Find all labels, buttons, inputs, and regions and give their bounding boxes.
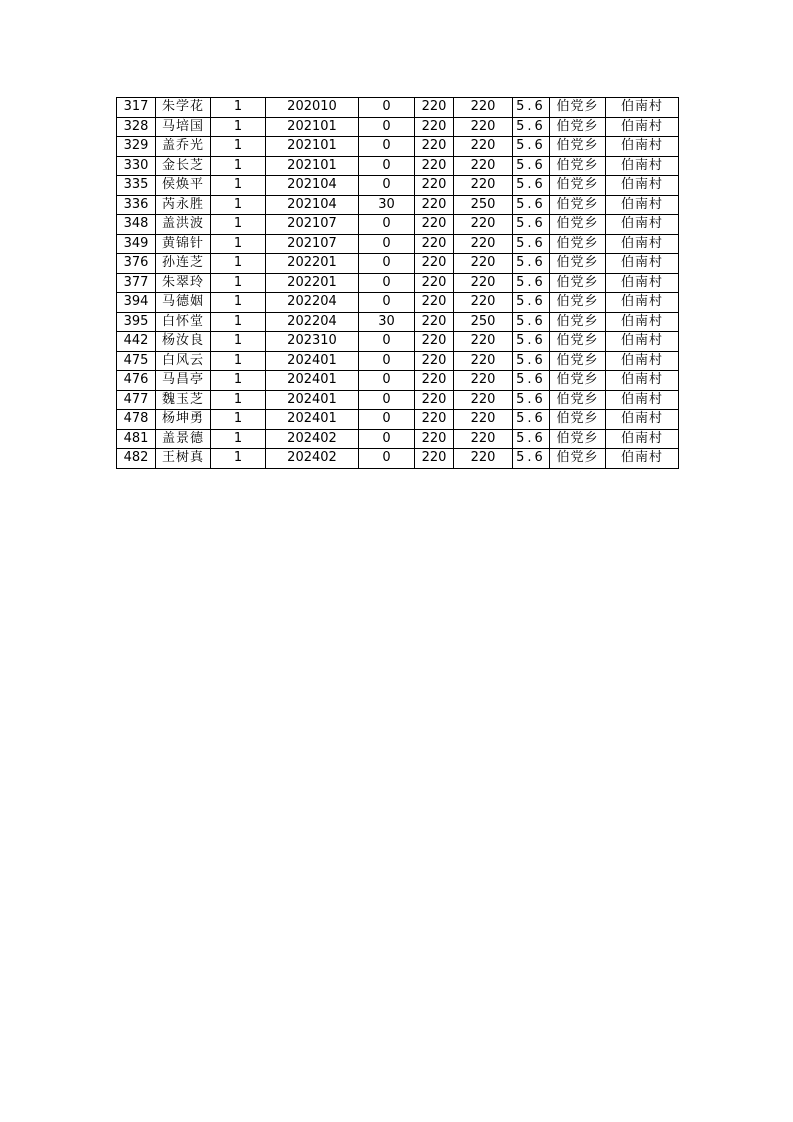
household-count-cell: 1 xyxy=(211,449,266,469)
start-month-cell: 202401 xyxy=(266,410,359,430)
record-number-cell: 348 xyxy=(117,215,156,235)
base-amount-cell: 220 xyxy=(415,215,454,235)
village-name-cell: 伯南村 xyxy=(606,156,679,176)
person-name-cell: 侯焕平 xyxy=(156,176,211,196)
record-number-cell: 328 xyxy=(117,117,156,137)
total-amount-cell: 220 xyxy=(454,390,513,410)
rate-value-cell: 5.6 xyxy=(513,429,550,449)
total-amount-cell: 220 xyxy=(454,234,513,254)
household-count-cell: 1 xyxy=(211,137,266,157)
table-row xyxy=(117,293,679,313)
record-number-cell: 329 xyxy=(117,137,156,157)
rate-value-cell: 5.6 xyxy=(513,449,550,469)
start-month-cell: 202401 xyxy=(266,390,359,410)
person-name-cell: 盖洪波 xyxy=(156,215,211,235)
base-amount-cell: 220 xyxy=(415,195,454,215)
record-number-cell: 317 xyxy=(117,98,156,118)
rate-value-cell: 5.6 xyxy=(513,215,550,235)
start-month-cell: 202310 xyxy=(266,332,359,352)
table-row xyxy=(117,234,679,254)
record-number-cell: 477 xyxy=(117,390,156,410)
township-name-cell: 伯党乡 xyxy=(550,410,606,430)
extra-amount-cell: 0 xyxy=(359,176,415,196)
record-number-cell: 475 xyxy=(117,351,156,371)
base-amount-cell: 220 xyxy=(415,98,454,118)
record-number-cell: 377 xyxy=(117,273,156,293)
extra-amount-cell: 0 xyxy=(359,254,415,274)
household-count-cell: 1 xyxy=(211,351,266,371)
table-row xyxy=(117,390,679,410)
total-amount-cell: 220 xyxy=(454,215,513,235)
record-number-cell: 394 xyxy=(117,293,156,313)
start-month-cell: 202010 xyxy=(266,98,359,118)
rate-value-cell: 5.6 xyxy=(513,156,550,176)
total-amount-cell: 220 xyxy=(454,156,513,176)
extra-amount-cell: 0 xyxy=(359,429,415,449)
household-count-cell: 1 xyxy=(211,293,266,313)
village-name-cell: 伯南村 xyxy=(606,293,679,313)
rate-value-cell: 5.6 xyxy=(513,332,550,352)
village-name-cell: 伯南村 xyxy=(606,312,679,332)
village-name-cell: 伯南村 xyxy=(606,390,679,410)
rate-value-cell: 5.6 xyxy=(513,312,550,332)
extra-amount-cell: 0 xyxy=(359,234,415,254)
extra-amount-cell: 0 xyxy=(359,293,415,313)
start-month-cell: 202101 xyxy=(266,117,359,137)
total-amount-cell: 220 xyxy=(454,254,513,274)
village-name-cell: 伯南村 xyxy=(606,332,679,352)
base-amount-cell: 220 xyxy=(415,449,454,469)
total-amount-cell: 250 xyxy=(454,312,513,332)
total-amount-cell: 220 xyxy=(454,98,513,118)
base-amount-cell: 220 xyxy=(415,429,454,449)
start-month-cell: 202402 xyxy=(266,449,359,469)
village-name-cell: 伯南村 xyxy=(606,351,679,371)
household-count-cell: 1 xyxy=(211,371,266,391)
township-name-cell: 伯党乡 xyxy=(550,176,606,196)
person-name-cell: 马德姻 xyxy=(156,293,211,313)
extra-amount-cell: 0 xyxy=(359,273,415,293)
base-amount-cell: 220 xyxy=(415,156,454,176)
table-row xyxy=(117,371,679,391)
rate-value-cell: 5.6 xyxy=(513,98,550,118)
household-count-cell: 1 xyxy=(211,332,266,352)
township-name-cell: 伯党乡 xyxy=(550,312,606,332)
village-name-cell: 伯南村 xyxy=(606,137,679,157)
record-number-cell: 482 xyxy=(117,449,156,469)
village-name-cell: 伯南村 xyxy=(606,215,679,235)
household-count-cell: 1 xyxy=(211,98,266,118)
rate-value-cell: 5.6 xyxy=(513,234,550,254)
household-count-cell: 1 xyxy=(211,234,266,254)
base-amount-cell: 220 xyxy=(415,410,454,430)
table-row xyxy=(117,273,679,293)
table-row xyxy=(117,195,679,215)
total-amount-cell: 220 xyxy=(454,273,513,293)
table-row xyxy=(117,312,679,332)
person-name-cell: 杨汝良 xyxy=(156,332,211,352)
township-name-cell: 伯党乡 xyxy=(550,137,606,157)
base-amount-cell: 220 xyxy=(415,293,454,313)
rate-value-cell: 5.6 xyxy=(513,254,550,274)
person-name-cell: 盖乔光 xyxy=(156,137,211,157)
total-amount-cell: 220 xyxy=(454,137,513,157)
base-amount-cell: 220 xyxy=(415,117,454,137)
rate-value-cell: 5.6 xyxy=(513,273,550,293)
extra-amount-cell: 0 xyxy=(359,449,415,469)
rate-value-cell: 5.6 xyxy=(513,176,550,196)
table-row xyxy=(117,215,679,235)
extra-amount-cell: 30 xyxy=(359,312,415,332)
extra-amount-cell: 0 xyxy=(359,215,415,235)
base-amount-cell: 220 xyxy=(415,137,454,157)
total-amount-cell: 220 xyxy=(454,176,513,196)
record-number-cell: 476 xyxy=(117,371,156,391)
township-name-cell: 伯党乡 xyxy=(550,332,606,352)
start-month-cell: 202101 xyxy=(266,156,359,176)
start-month-cell: 202107 xyxy=(266,234,359,254)
household-count-cell: 1 xyxy=(211,176,266,196)
village-name-cell: 伯南村 xyxy=(606,410,679,430)
extra-amount-cell: 0 xyxy=(359,351,415,371)
base-amount-cell: 220 xyxy=(415,332,454,352)
person-name-cell: 白怀堂 xyxy=(156,312,211,332)
village-name-cell: 伯南村 xyxy=(606,429,679,449)
total-amount-cell: 220 xyxy=(454,429,513,449)
person-name-cell: 黄锦针 xyxy=(156,234,211,254)
table-row xyxy=(117,429,679,449)
record-number-cell: 336 xyxy=(117,195,156,215)
start-month-cell: 202104 xyxy=(266,176,359,196)
total-amount-cell: 220 xyxy=(454,351,513,371)
table-row xyxy=(117,351,679,371)
person-name-cell: 朱学花 xyxy=(156,98,211,118)
person-name-cell: 芮永胜 xyxy=(156,195,211,215)
table-row xyxy=(117,117,679,137)
village-name-cell: 伯南村 xyxy=(606,98,679,118)
base-amount-cell: 220 xyxy=(415,254,454,274)
start-month-cell: 202201 xyxy=(266,254,359,274)
village-name-cell: 伯南村 xyxy=(606,254,679,274)
rate-value-cell: 5.6 xyxy=(513,371,550,391)
extra-amount-cell: 0 xyxy=(359,371,415,391)
table-row xyxy=(117,254,679,274)
person-name-cell: 孙连芝 xyxy=(156,254,211,274)
village-name-cell: 伯南村 xyxy=(606,117,679,137)
record-number-cell: 395 xyxy=(117,312,156,332)
household-count-cell: 1 xyxy=(211,410,266,430)
household-count-cell: 1 xyxy=(211,390,266,410)
table-row xyxy=(117,156,679,176)
table-row xyxy=(117,137,679,157)
person-name-cell: 魏玉芝 xyxy=(156,390,211,410)
person-name-cell: 金长芝 xyxy=(156,156,211,176)
table-row xyxy=(117,449,679,469)
household-count-cell: 1 xyxy=(211,215,266,235)
township-name-cell: 伯党乡 xyxy=(550,273,606,293)
extra-amount-cell: 0 xyxy=(359,137,415,157)
total-amount-cell: 220 xyxy=(454,449,513,469)
base-amount-cell: 220 xyxy=(415,351,454,371)
township-name-cell: 伯党乡 xyxy=(550,351,606,371)
person-name-cell: 白风云 xyxy=(156,351,211,371)
extra-amount-cell: 0 xyxy=(359,390,415,410)
rate-value-cell: 5.6 xyxy=(513,390,550,410)
township-name-cell: 伯党乡 xyxy=(550,254,606,274)
start-month-cell: 202201 xyxy=(266,273,359,293)
record-number-cell: 349 xyxy=(117,234,156,254)
record-number-cell: 481 xyxy=(117,429,156,449)
person-name-cell: 马昌亭 xyxy=(156,371,211,391)
base-amount-cell: 220 xyxy=(415,273,454,293)
table-row xyxy=(117,98,679,118)
total-amount-cell: 220 xyxy=(454,332,513,352)
beneficiary-table xyxy=(116,97,679,469)
base-amount-cell: 220 xyxy=(415,234,454,254)
township-name-cell: 伯党乡 xyxy=(550,234,606,254)
extra-amount-cell: 0 xyxy=(359,117,415,137)
household-count-cell: 1 xyxy=(211,273,266,293)
extra-amount-cell: 0 xyxy=(359,332,415,352)
township-name-cell: 伯党乡 xyxy=(550,195,606,215)
start-month-cell: 202104 xyxy=(266,195,359,215)
table-row xyxy=(117,410,679,430)
record-number-cell: 442 xyxy=(117,332,156,352)
start-month-cell: 202204 xyxy=(266,293,359,313)
household-count-cell: 1 xyxy=(211,254,266,274)
total-amount-cell: 250 xyxy=(454,195,513,215)
person-name-cell: 盖景德 xyxy=(156,429,211,449)
extra-amount-cell: 0 xyxy=(359,98,415,118)
start-month-cell: 202401 xyxy=(266,351,359,371)
township-name-cell: 伯党乡 xyxy=(550,215,606,235)
extra-amount-cell: 0 xyxy=(359,156,415,176)
person-name-cell: 杨坤勇 xyxy=(156,410,211,430)
rate-value-cell: 5.6 xyxy=(513,137,550,157)
base-amount-cell: 220 xyxy=(415,312,454,332)
start-month-cell: 202101 xyxy=(266,137,359,157)
household-count-cell: 1 xyxy=(211,312,266,332)
township-name-cell: 伯党乡 xyxy=(550,371,606,391)
township-name-cell: 伯党乡 xyxy=(550,449,606,469)
base-amount-cell: 220 xyxy=(415,390,454,410)
person-name-cell: 马培国 xyxy=(156,117,211,137)
township-name-cell: 伯党乡 xyxy=(550,98,606,118)
township-name-cell: 伯党乡 xyxy=(550,390,606,410)
base-amount-cell: 220 xyxy=(415,371,454,391)
township-name-cell: 伯党乡 xyxy=(550,156,606,176)
household-count-cell: 1 xyxy=(211,195,266,215)
total-amount-cell: 220 xyxy=(454,117,513,137)
record-number-cell: 335 xyxy=(117,176,156,196)
rate-value-cell: 5.6 xyxy=(513,195,550,215)
rate-value-cell: 5.6 xyxy=(513,351,550,371)
table-row xyxy=(117,332,679,352)
rate-value-cell: 5.6 xyxy=(513,293,550,313)
household-count-cell: 1 xyxy=(211,429,266,449)
person-name-cell: 王树真 xyxy=(156,449,211,469)
total-amount-cell: 220 xyxy=(454,371,513,391)
household-count-cell: 1 xyxy=(211,156,266,176)
village-name-cell: 伯南村 xyxy=(606,449,679,469)
person-name-cell: 朱翠玲 xyxy=(156,273,211,293)
total-amount-cell: 220 xyxy=(454,410,513,430)
village-name-cell: 伯南村 xyxy=(606,176,679,196)
start-month-cell: 202204 xyxy=(266,312,359,332)
start-month-cell: 202401 xyxy=(266,371,359,391)
village-name-cell: 伯南村 xyxy=(606,273,679,293)
base-amount-cell: 220 xyxy=(415,176,454,196)
start-month-cell: 202107 xyxy=(266,215,359,235)
extra-amount-cell: 0 xyxy=(359,410,415,430)
village-name-cell: 伯南村 xyxy=(606,195,679,215)
township-name-cell: 伯党乡 xyxy=(550,293,606,313)
village-name-cell: 伯南村 xyxy=(606,371,679,391)
household-count-cell: 1 xyxy=(211,117,266,137)
extra-amount-cell: 30 xyxy=(359,195,415,215)
total-amount-cell: 220 xyxy=(454,293,513,313)
township-name-cell: 伯党乡 xyxy=(550,429,606,449)
start-month-cell: 202402 xyxy=(266,429,359,449)
table-row xyxy=(117,176,679,196)
rate-value-cell: 5.6 xyxy=(513,410,550,430)
record-number-cell: 376 xyxy=(117,254,156,274)
record-number-cell: 330 xyxy=(117,156,156,176)
record-number-cell: 478 xyxy=(117,410,156,430)
village-name-cell: 伯南村 xyxy=(606,234,679,254)
township-name-cell: 伯党乡 xyxy=(550,117,606,137)
rate-value-cell: 5.6 xyxy=(513,117,550,137)
